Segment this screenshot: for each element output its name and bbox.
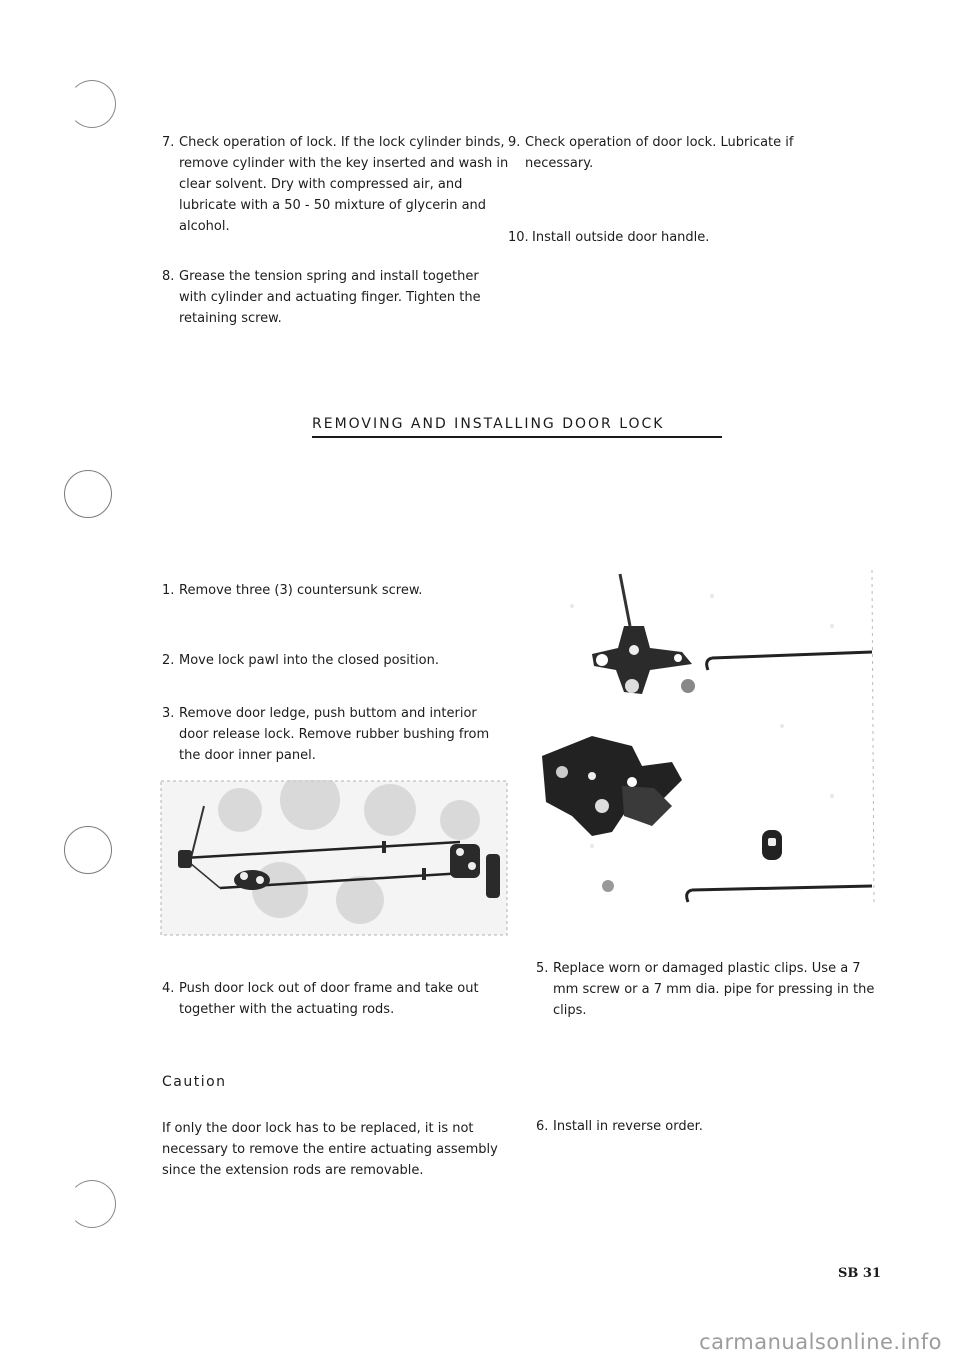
binder-hole-2 (64, 470, 112, 518)
door-lock-parts-photo (532, 566, 880, 918)
step-number: 6. (536, 1119, 549, 1134)
watermark: carmanualsonline.info (699, 1330, 942, 1354)
step-text: Install in reverse order. (553, 1119, 703, 1134)
step-number: 1. (162, 583, 175, 598)
page-number: SB 31 (838, 1266, 881, 1281)
step-text: Check operation of door lock. Lubricate if necessary. (525, 135, 794, 171)
step-number: 10. (508, 230, 529, 245)
step-number: 9. (508, 135, 521, 150)
step-text: Install outside door handle. (532, 230, 710, 245)
step-number: 3. (162, 706, 175, 721)
step-text: Push door lock out of door frame and take out together with the actuating rods. (179, 981, 479, 1017)
step-number: 7. (162, 135, 175, 150)
binder-hole-1 (68, 80, 116, 128)
step-text: Remove door ledge, push buttom and interior door release lock. Remove rubber bushing from the door inner panel. (179, 706, 490, 763)
step-text: Replace worn or damaged plastic clips. Use a 7 mm screw or a 7 mm dia. pipe for pressing in the clips. (553, 961, 875, 1018)
step-number: 2. (162, 653, 175, 668)
step-text: Check operation of lock. If the lock cylinder binds, remove cylinder with the key inserted and wash in clear solvent. Dry with compressed air, and lubricate with a 50 - 50 mixture of glycerin and alcohol. (179, 135, 509, 234)
section-heading: REMOVING AND INSTALLING DOOR LOCK (312, 416, 722, 438)
step-text: Remove three (3) countersunk screw. (179, 583, 423, 598)
binder-hole-3 (64, 826, 112, 874)
caution-text: If only the door lock has to be replaced, it is not necessary to remove the entire actuating assembly since the extension rods are removable. (162, 1121, 498, 1178)
binder-hole-4 (68, 1180, 116, 1228)
step-number: 8. (162, 269, 175, 284)
actuating-rods-photo (160, 780, 508, 936)
step-number: 4. (162, 981, 175, 996)
caution-label: Caution (162, 1074, 227, 1090)
step-text: Move lock pawl into the closed position. (179, 653, 439, 668)
step-text: Grease the tension spring and install together with cylinder and actuating finger. Tighten the retaining screw. (179, 269, 481, 326)
step-number: 5. (536, 961, 549, 976)
